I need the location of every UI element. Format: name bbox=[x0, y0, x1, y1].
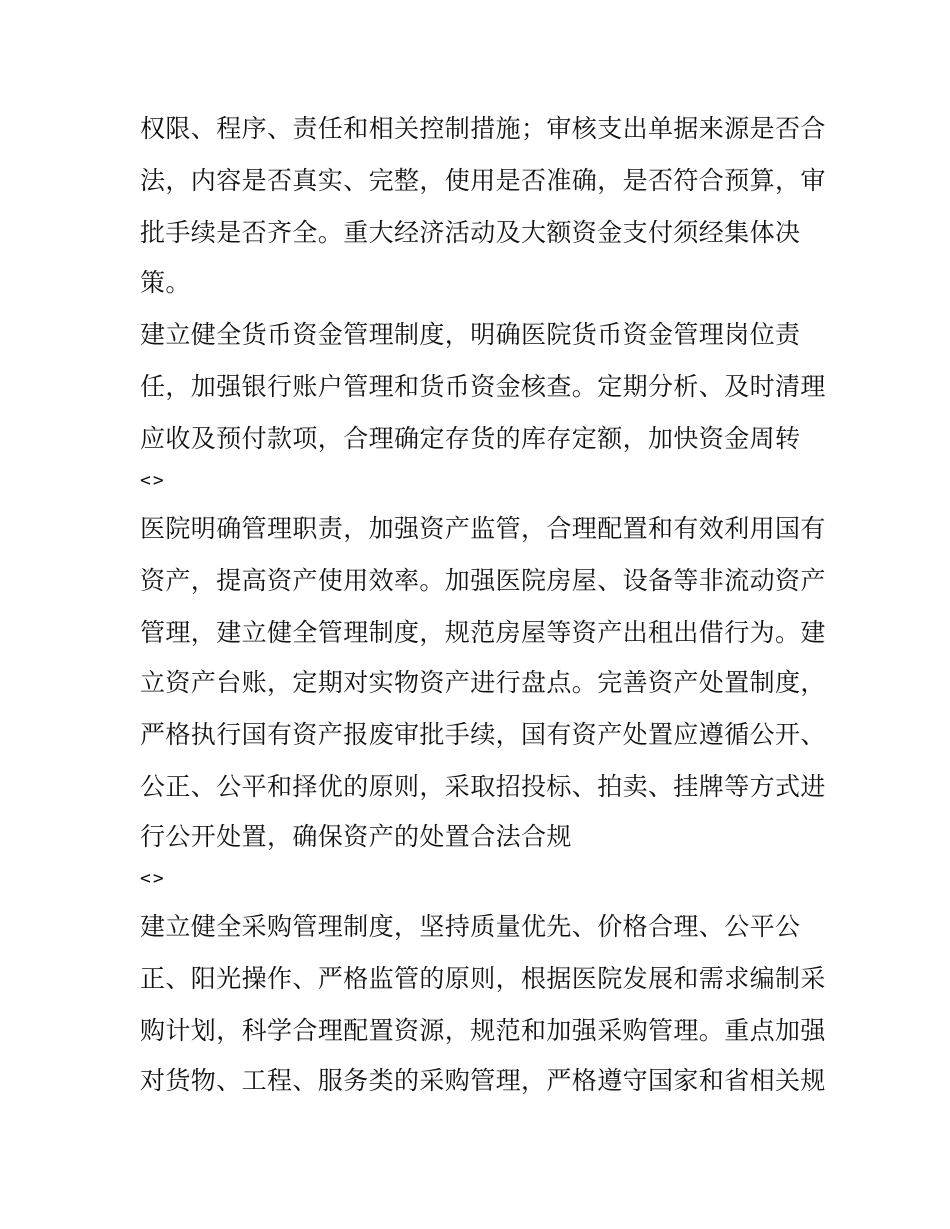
text-line: 严格执行国有资产报废审批手续，国有资产处置应遵循公开、 bbox=[140, 720, 826, 749]
text-line: 管理，建立健全管理制度，规范房屋等资产出租出借行为。建 bbox=[140, 618, 826, 647]
text-line: 法，内容是否真实、完整，使用是否准确，是否符合预算，审 bbox=[140, 166, 826, 195]
text-line: 建立健全采购管理制度，坚持质量优先、价格合理、公平公 bbox=[140, 912, 801, 941]
text-line: 购计划，科学合理配置资源，规范和加强采购管理。重点加强 bbox=[140, 1016, 826, 1045]
text-line: 建立健全货币资金管理制度，明确医院货币资金管理岗位责 bbox=[140, 320, 801, 349]
section-marker: <> bbox=[140, 470, 166, 491]
text-line: 批手续是否齐全。重大经济活动及大额资金支付须经集体决 bbox=[140, 218, 801, 247]
text-line: 立资产台账，定期对实物资产进行盘点。完善资产处置制度， bbox=[140, 668, 826, 697]
text-line: 资产，提高资产使用效率。加强医院房屋、设备等非流动资产 bbox=[140, 566, 826, 595]
text-line: 权限、程序、责任和相关控制措施；审核支出单据来源是否合 bbox=[140, 114, 826, 143]
text-line: 正、阳光操作、严格监管的原则，根据医院发展和需求编制采 bbox=[140, 964, 826, 993]
text-line: 策。 bbox=[140, 268, 191, 297]
text-line: 任，加强银行账户管理和货币资金核查。定期分析、及时清理 bbox=[140, 372, 826, 401]
text-line: 应收及预付款项，合理确定存货的库存定额，加快资金周转 bbox=[140, 424, 801, 453]
text-line: 公正、公平和择优的原则，采取招投标、拍卖、挂牌等方式进 bbox=[140, 772, 826, 801]
text-line: 行公开处置，确保资产的处置合法合规 bbox=[140, 822, 572, 851]
section-marker: <> bbox=[140, 868, 166, 889]
text-line: 医院明确管理职责，加强资产监管，合理配置和有效利用国有 bbox=[140, 514, 826, 543]
text-line: 对货物、工程、服务类的采购管理，严格遵守国家和省相关规 bbox=[140, 1066, 826, 1095]
